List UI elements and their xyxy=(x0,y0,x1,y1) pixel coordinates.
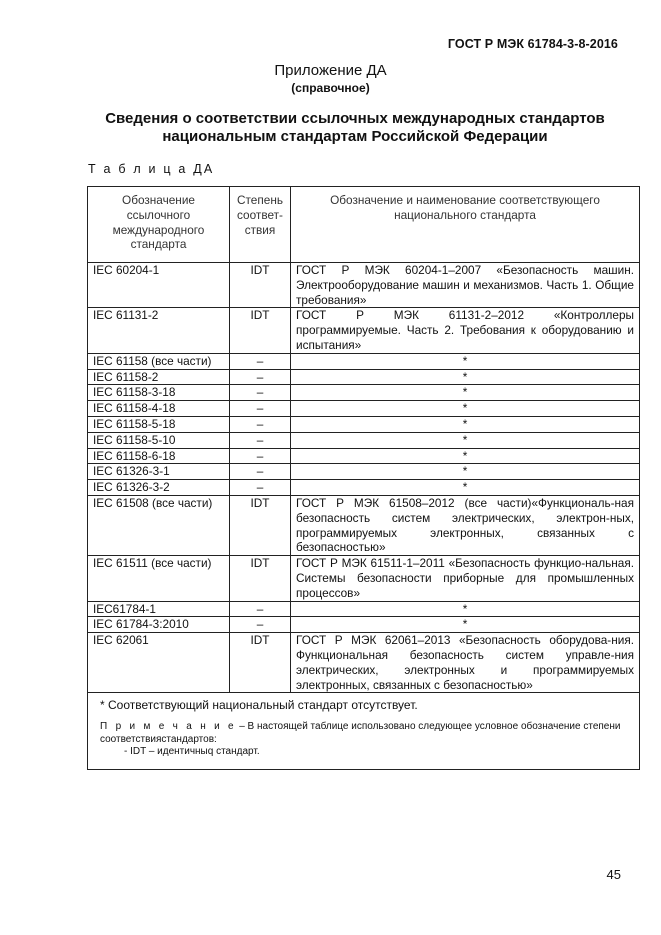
cell-national: * xyxy=(291,601,640,617)
table-row xyxy=(88,401,640,417)
table-footer xyxy=(88,693,640,770)
cell-degree: – xyxy=(230,432,291,448)
cell-national: * xyxy=(291,401,640,417)
cell-national: ГОСТ Р МЭК 61511-1–2011 «Безопасность функцио-нальная. Системы безопасности приборные для промышленных процессов» xyxy=(291,556,640,601)
cell-national: * xyxy=(291,353,640,369)
cell-degree: – xyxy=(230,601,291,617)
table-label: Т а б л и ц а ДА xyxy=(88,162,215,176)
note xyxy=(100,721,627,746)
cell-reference: IEC 61784-3:2010 xyxy=(88,617,230,633)
cell-degree: – xyxy=(230,617,291,633)
cell-national: * xyxy=(291,617,640,633)
cell-reference: IEC 61508 (все части) xyxy=(88,495,230,555)
table-row xyxy=(88,480,640,496)
cell-reference: IEC 61511 (все части) xyxy=(88,556,230,601)
cell-national: * xyxy=(291,432,640,448)
cell-degree: – xyxy=(230,464,291,480)
cell-degree: IDT xyxy=(230,556,291,601)
table-row xyxy=(88,432,640,448)
cell-degree: – xyxy=(230,416,291,432)
header-degree: Степень соответ-ствия xyxy=(230,187,291,263)
cell-reference: IEC 61158 (все части) xyxy=(88,353,230,369)
cell-degree: IDT xyxy=(230,263,291,308)
table-row xyxy=(88,556,640,601)
cell-national: ГОСТ Р МЭК 60204-1–2007 «Безопасность машин. Электрооборудование машин и механизмов. Часть 1. Общие требования» xyxy=(291,263,640,308)
table-header-row xyxy=(88,187,640,263)
cell-national: * xyxy=(291,480,640,496)
table-row xyxy=(88,385,640,401)
table-row xyxy=(88,448,640,464)
cell-degree: IDT xyxy=(230,633,291,693)
cell-reference: IEC 61131-2 xyxy=(88,308,230,353)
header-national-standard: Обозначение и наименование соответствующего национального стандарта xyxy=(291,187,640,263)
note-item: - IDT – идентичныq стандарт. xyxy=(124,746,260,758)
cell-degree: – xyxy=(230,385,291,401)
table-row xyxy=(88,495,640,555)
standard-designation: ГОСТ Р МЭК 61784-3-8-2016 xyxy=(447,37,618,51)
cell-degree: IDT xyxy=(230,308,291,353)
cell-degree: – xyxy=(230,369,291,385)
annex-subtitle: (справочное) xyxy=(291,81,370,95)
cell-reference: IEC 61326-3-2 xyxy=(88,480,230,496)
table-row xyxy=(88,464,640,480)
table-footer-row xyxy=(88,693,640,770)
footnote: * Соответствующий национальный стандарт отсутствует. xyxy=(100,698,418,713)
cell-degree: – xyxy=(230,353,291,369)
cell-reference: IEC 61158-4-18 xyxy=(88,401,230,417)
table-row xyxy=(88,601,640,617)
cell-national: * xyxy=(291,416,640,432)
cell-reference: IEC 61158-6-18 xyxy=(88,448,230,464)
cell-degree: IDT xyxy=(230,495,291,555)
cell-reference: IEC 61158-3-18 xyxy=(88,385,230,401)
annex-title: Приложение ДА xyxy=(274,62,387,79)
table-row xyxy=(88,617,640,633)
table-row xyxy=(88,308,640,353)
annex-heading: Сведения о соответствии ссылочных международных стандартов национальным стандартам Российской Федерации xyxy=(105,110,605,145)
cell-reference: IEC 61158-5-10 xyxy=(88,432,230,448)
header-reference-standard: Обозначение ссылочного международного стандарта xyxy=(88,187,230,263)
cell-national: * xyxy=(291,385,640,401)
note-label: П р и м е ч а н и е xyxy=(100,721,237,733)
note-text: – В настоящей таблице использовано следующее условное обозначение степени соответствиястандартов: xyxy=(100,721,621,745)
table-row xyxy=(88,633,640,693)
cell-national: * xyxy=(291,448,640,464)
cell-national: ГОСТ Р МЭК 62061–2013 «Безопасность оборудова-ния. Функциональная безопасность систем управле-ния электрических, электронных и программируемых электронных, связанных с безопасностью» xyxy=(291,633,640,693)
cell-degree: – xyxy=(230,401,291,417)
cell-national: ГОСТ Р МЭК 61131-2–2012 «Контроллеры программируемые. Часть 2. Требования к оборудованию и испытания» xyxy=(291,308,640,353)
cell-reference: IEC 61326-3-1 xyxy=(88,464,230,480)
cell-reference: IEC61784-1 xyxy=(88,601,230,617)
table-row xyxy=(88,353,640,369)
page-number: 45 xyxy=(606,867,621,882)
cell-reference: IEC 60204-1 xyxy=(88,263,230,308)
cell-national: * xyxy=(291,464,640,480)
cell-degree: – xyxy=(230,448,291,464)
table-row xyxy=(88,263,640,308)
correspondence-table xyxy=(87,186,640,770)
cell-degree: – xyxy=(230,480,291,496)
cell-reference: IEC 61158-2 xyxy=(88,369,230,385)
cell-reference: IEC 62061 xyxy=(88,633,230,693)
cell-national: * xyxy=(291,369,640,385)
table-row xyxy=(88,416,640,432)
table-row xyxy=(88,369,640,385)
cell-reference: IEC 61158-5-18 xyxy=(88,416,230,432)
cell-national: ГОСТ Р МЭК 61508–2012 (все части)«Функциональ-ная безопасность систем электрических, электрон-ных, программируемых электронных, связанных с безопасностью» xyxy=(291,495,640,555)
